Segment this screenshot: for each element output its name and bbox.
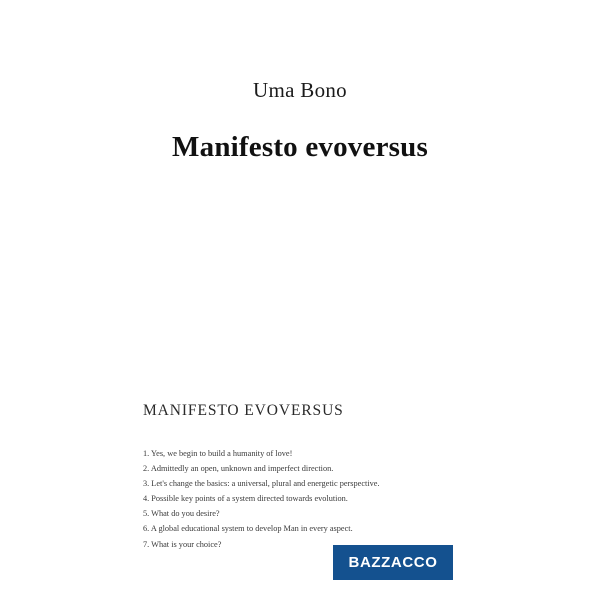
list-item: 6. A global educational system to develop Man in every aspect. — [143, 524, 353, 534]
publisher-badge — [333, 545, 453, 580]
author-name: Uma Bono — [253, 78, 347, 102]
list-item: 7. What is your choice? — [143, 539, 222, 549]
list-item: 4. Possible key points of a system directed towards evolution. — [143, 494, 348, 504]
book-title: Manifesto evoversus — [172, 131, 428, 163]
excerpt-heading: MANIFESTO EVOVERSUS — [143, 402, 344, 419]
excerpt-list — [143, 446, 483, 552]
list-item: 1. Yes, we begin to build a humanity of love! — [143, 449, 293, 458]
publisher-name: BAZZACCO — [348, 554, 438, 571]
list-item: 2. Admittedly an open, unknown and imperfect direction. — [143, 464, 334, 474]
list-item: 3. Let's change the basics: a universal, plural and energetic perspective. — [143, 479, 380, 489]
excerpt-block — [143, 402, 483, 552]
list-item: 5. What do you desire? — [143, 509, 220, 519]
